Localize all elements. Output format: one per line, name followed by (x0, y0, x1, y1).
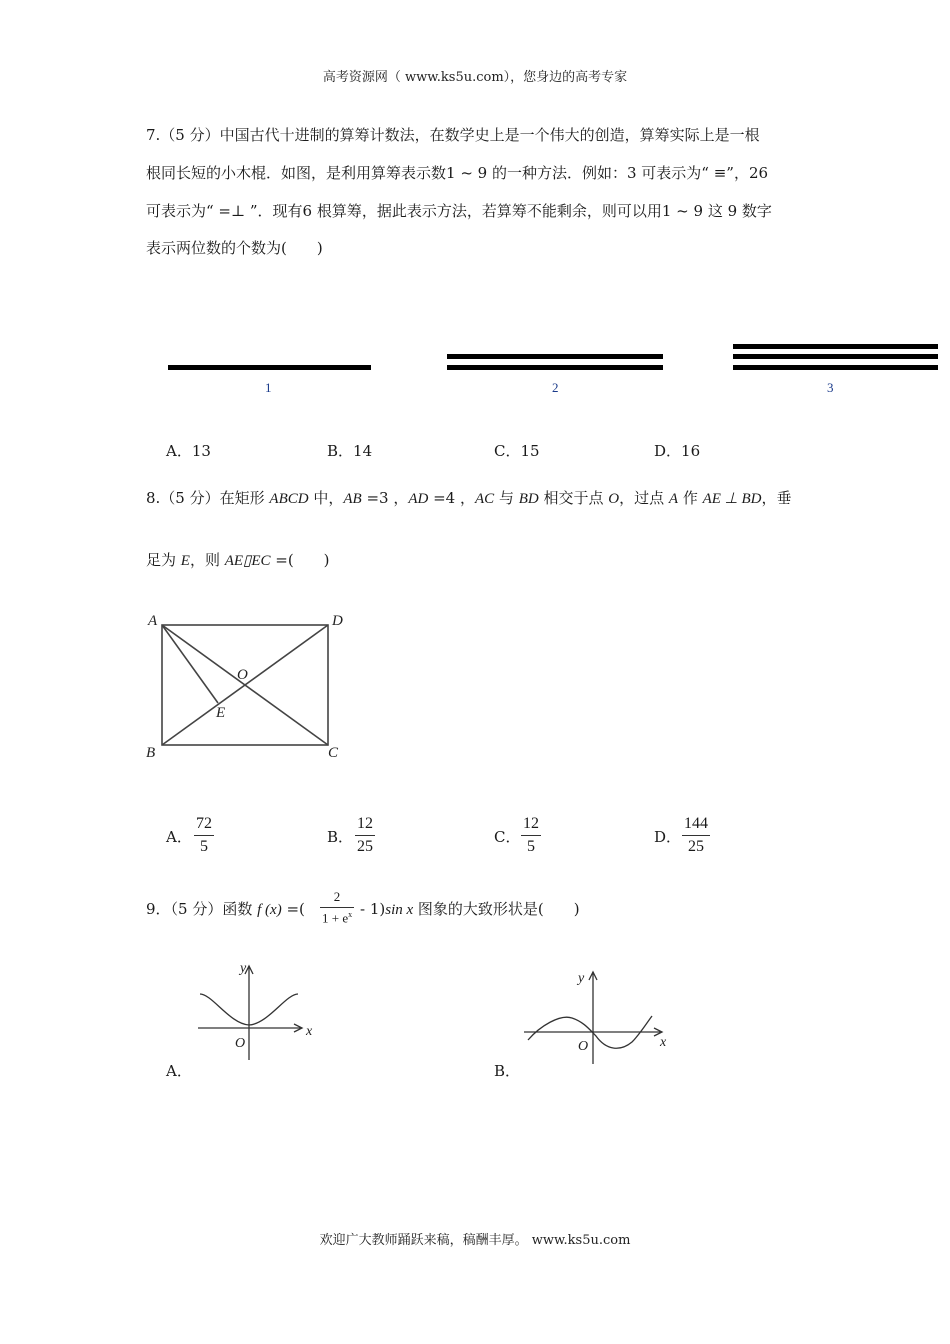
denominator: 5 (200, 838, 208, 855)
q7-rods-figure (160, 340, 940, 400)
denominator: 25 (688, 838, 704, 855)
q7-line-3: 可表示为“ =⊥ ”．现有6 根算筹，据此表示方法，若算筹不能剩余，则可以用1 ~ 9 这 9 数字 (146, 202, 772, 220)
q8-text: ，过点 (619, 489, 669, 507)
q9-graph-a (190, 958, 330, 1063)
rod-group-3 (733, 344, 938, 370)
denominator: 25 (357, 838, 373, 855)
q8-ac: AC (475, 491, 495, 507)
q7-option-d[interactable]: D．16 (654, 442, 701, 460)
q8-text: 与 (494, 489, 519, 507)
option-letter: D． (654, 828, 682, 846)
q8-option-c-fraction (521, 815, 541, 856)
q9-text: - 1) (360, 900, 386, 918)
q9-text: 图象的大致形状是( ) (413, 900, 580, 918)
q8-text: ，垂 (761, 489, 792, 507)
denominator-base: 1 + e (322, 910, 349, 926)
q8-expression: AE▯EC (224, 553, 271, 569)
q7-option-a[interactable]: A．13 (166, 442, 211, 460)
q7-line-2: 根同长短的小木棍．如图，是利用算筹表示数1 ~ 9 的一种方法．例如：3 可表示为“ ≡”，26 (146, 164, 769, 182)
rod-group-1 (168, 365, 371, 370)
label-c: C (328, 745, 339, 761)
q8-option-b[interactable] (327, 826, 353, 847)
q8-option-b-fraction (355, 815, 375, 856)
rod-label-3: 3 (827, 380, 834, 395)
q8-e: E (180, 553, 190, 569)
q8-option-c[interactable] (494, 826, 520, 847)
q8-text: =4 ， (428, 489, 475, 507)
numerator: 2 (333, 889, 341, 904)
q8-text: ，则 (189, 551, 225, 569)
q9-fraction (320, 889, 354, 926)
segment-ae (162, 625, 218, 703)
q8-text: 相交于点 (538, 489, 609, 507)
label-b: B (146, 745, 156, 761)
rod-label-1: 1 (265, 380, 272, 395)
q8-option-d-fraction (682, 815, 710, 856)
q8-text: =( ) (270, 551, 330, 569)
y-label: y (240, 961, 247, 976)
q9-graph-b (520, 966, 680, 1066)
label-a: A (148, 613, 158, 629)
q7-line-1: 7.（5 分）中国古代十进制的算筹计数法，在数学史上是一个伟大的创造，算筹实际上是一根 (146, 126, 760, 144)
q8-text: 8.（5 分）在矩形 (146, 489, 270, 507)
q8-option-d[interactable] (654, 826, 681, 847)
fraction-bar (521, 835, 541, 836)
q8-o: O (608, 491, 620, 507)
page-header: 高考资源网（ www.ks5u.com），您身边的高考专家 (322, 70, 628, 85)
q8-option-a[interactable] (166, 826, 192, 847)
origin-label: O (235, 1036, 246, 1051)
q7-option-b[interactable]: B．14 (327, 442, 373, 460)
rod-label-2: 2 (552, 380, 559, 395)
option-letter: C． (494, 828, 521, 846)
q8-text: 中， (308, 489, 344, 507)
q9-text: =( (281, 900, 305, 918)
numerator: 12 (357, 815, 373, 832)
q9-option-b[interactable]: B． (494, 1062, 521, 1080)
q7-line-4: 表示两位数的个数为( ) (146, 239, 323, 257)
label-e: E (216, 705, 226, 721)
denominator: 5 (527, 838, 535, 855)
x-label: x (660, 1035, 667, 1050)
q8-line-1 (146, 491, 792, 507)
x-label: x (306, 1024, 313, 1039)
q9-text: 9．（5 分）函数 (146, 900, 258, 918)
fraction-bar (682, 835, 710, 836)
page-footer: 欢迎广大教师踊跃来稿，稿酬丰厚。 www.ks5u.com (319, 1233, 631, 1248)
q9-fx: f (x) (257, 902, 282, 918)
label-d: D (332, 613, 343, 629)
origin-label: O (578, 1039, 589, 1054)
q9-line-1-rest (360, 902, 580, 918)
q8-line-2 (146, 553, 330, 569)
q8-abcd: ABCD (269, 491, 309, 507)
q8-text: =3 ， (361, 489, 409, 507)
q9-sin: sin x (385, 902, 414, 918)
q8-option-a-fraction (194, 815, 214, 856)
fraction-bar (320, 907, 354, 908)
q8-text: 足为 (146, 551, 181, 569)
q8-rectangle-figure (140, 605, 360, 770)
q9-option-a[interactable]: A． (166, 1062, 192, 1080)
q8-text: 作 (678, 489, 703, 507)
numerator: 144 (684, 815, 708, 832)
fraction-bar (355, 835, 375, 836)
q8-ad: AD (408, 491, 429, 507)
fraction-bar (194, 835, 214, 836)
q8-ae-perp-bd: AE ⊥ BD (702, 491, 762, 507)
label-o: O (237, 667, 248, 683)
numerator: 72 (196, 815, 212, 832)
option-letter: A． (166, 828, 192, 846)
denominator (320, 910, 354, 926)
q7-option-c[interactable]: C．15 (494, 442, 540, 460)
y-label: y (578, 971, 585, 986)
q8-a: A (668, 491, 679, 507)
q9-line-1 (146, 902, 305, 918)
rod-group-2 (447, 354, 663, 370)
numerator: 12 (523, 815, 539, 832)
option-letter: B． (327, 828, 354, 846)
q8-bd: BD (518, 491, 539, 507)
exponent: x (348, 910, 353, 919)
q8-ab: AB (343, 491, 362, 507)
